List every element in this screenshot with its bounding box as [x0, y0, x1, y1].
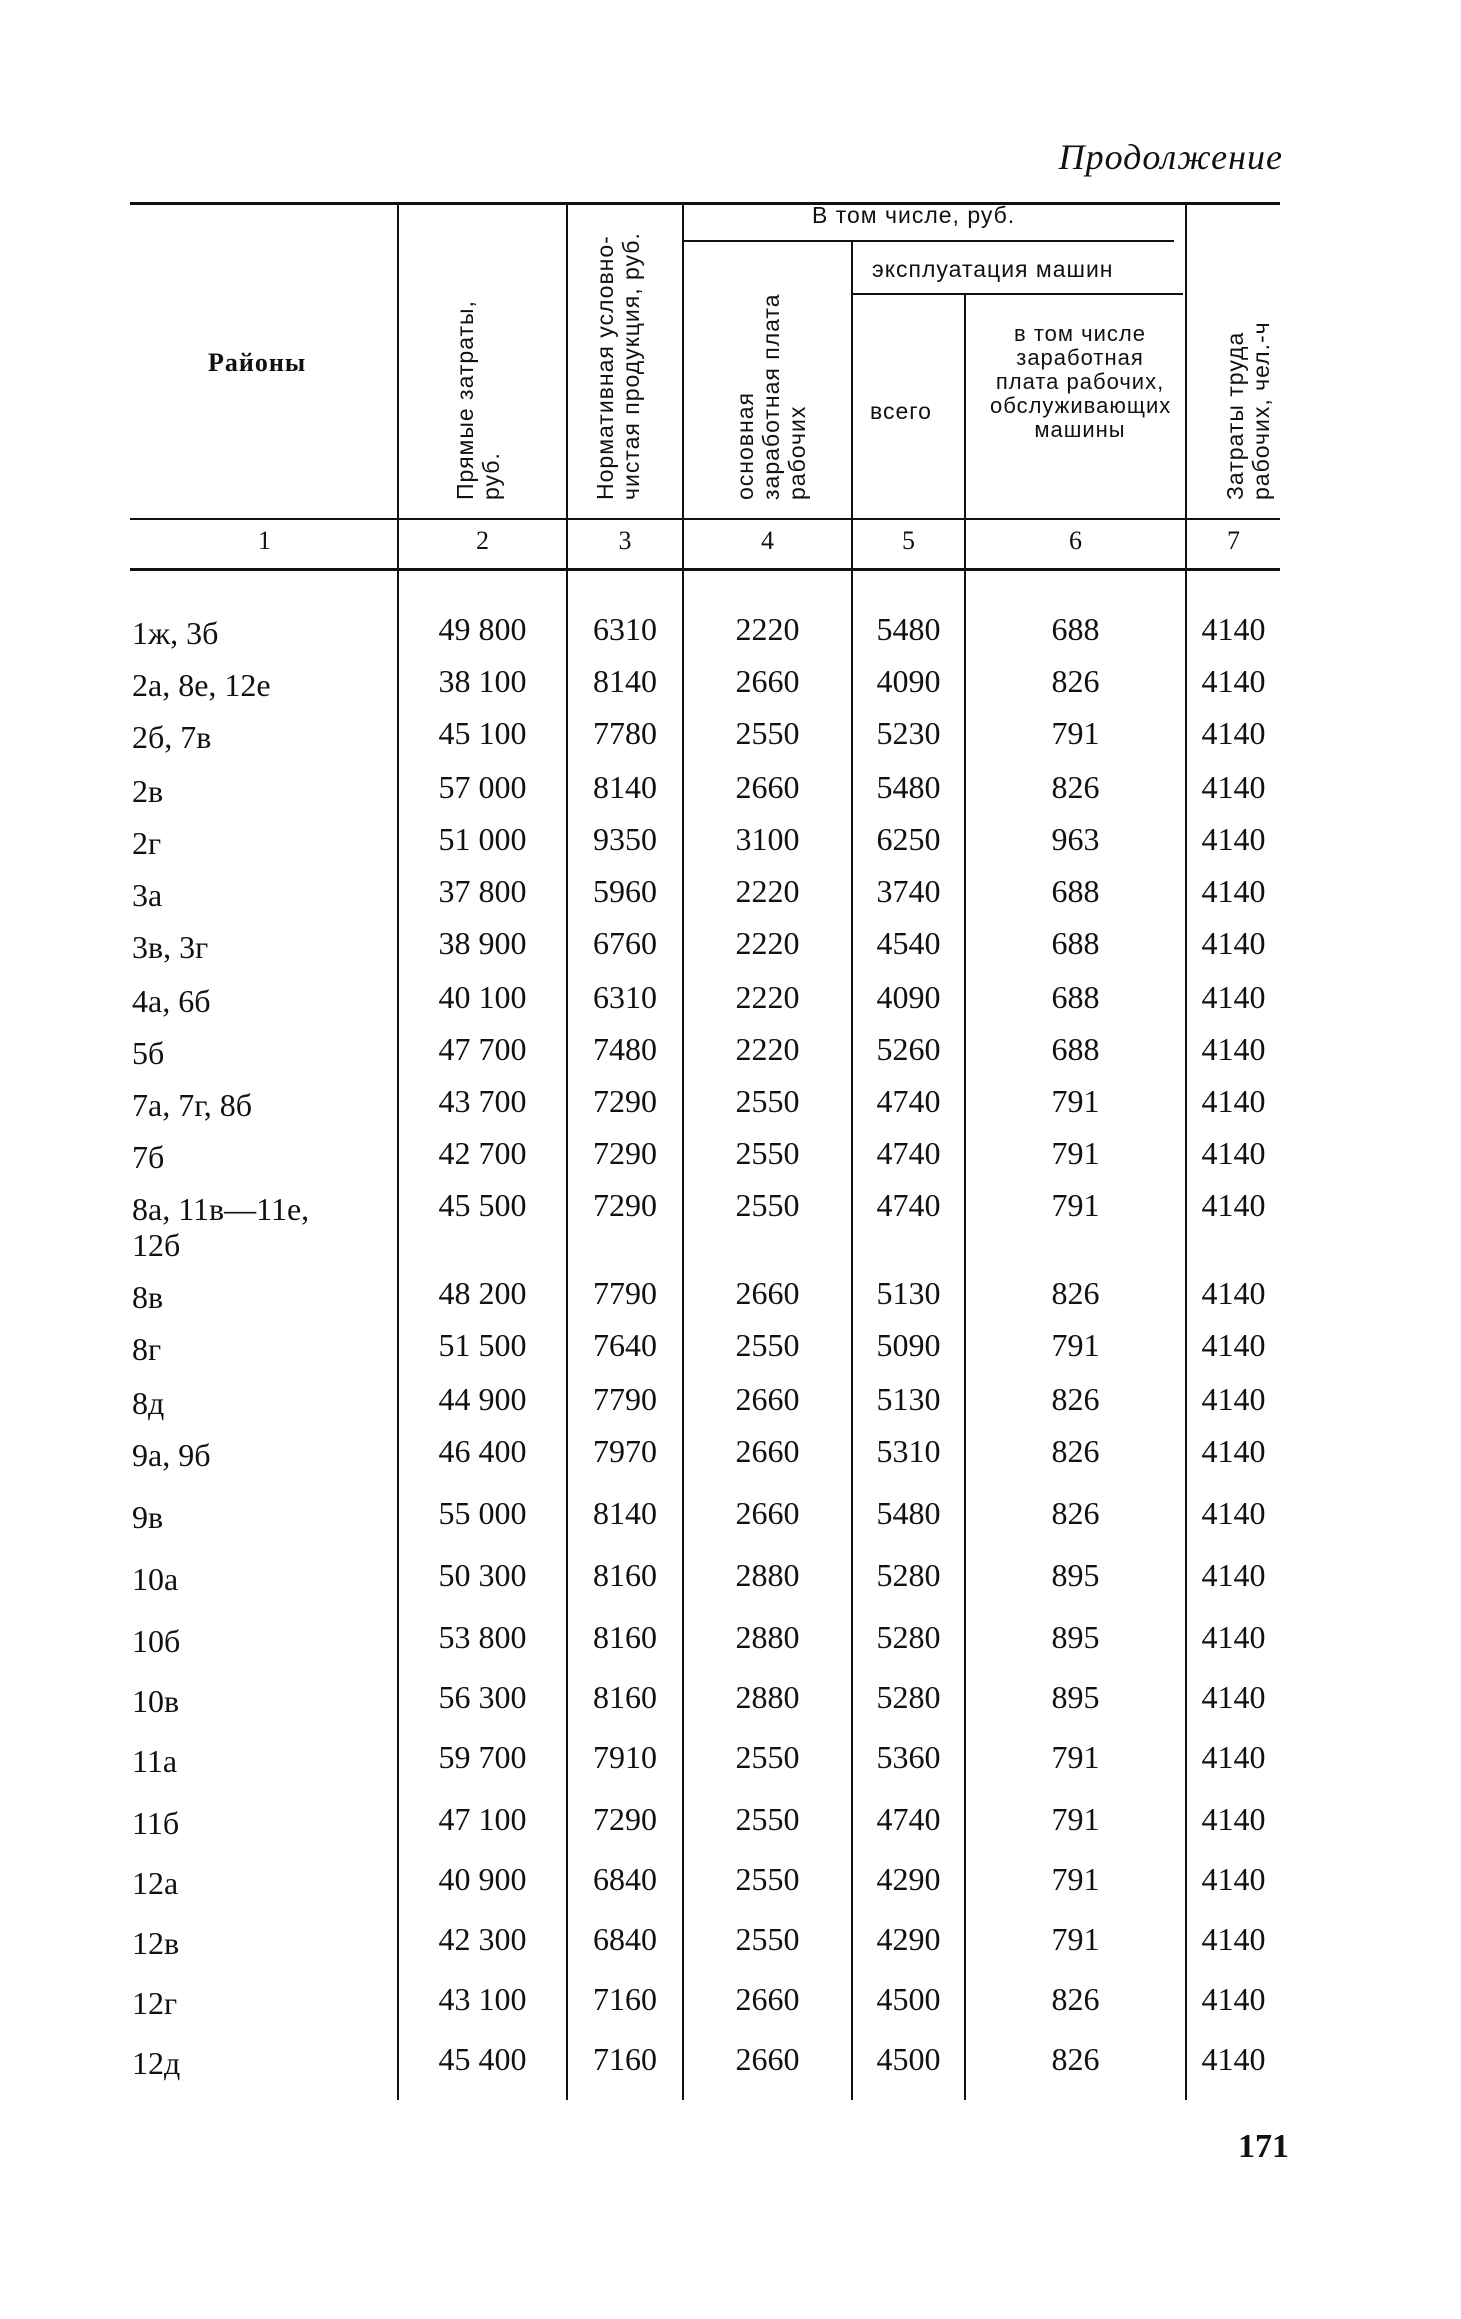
table-cell: 2550: [735, 1327, 800, 1363]
table-cell: 688: [1051, 873, 1100, 909]
table-cell: 2660: [735, 1275, 800, 1311]
table-cell: 6310: [593, 611, 657, 647]
region-name: 1ж, 3б: [132, 615, 219, 651]
table-cell: 2220: [735, 611, 800, 647]
table-cell: 791: [1051, 715, 1100, 751]
machines-group-rule: [853, 293, 1183, 295]
table-cell: 7160: [593, 2041, 657, 2077]
table-cell: 4500: [876, 1981, 941, 2017]
table-cell: 6760: [593, 925, 657, 961]
header-machines: эксплуатация машин: [872, 256, 1114, 282]
table-cell: 7160: [593, 1981, 657, 2017]
table-cell: 38 900: [438, 925, 527, 961]
table-cell: 688: [1051, 925, 1100, 961]
table-cell: 2550: [735, 1187, 800, 1223]
column-number: 3: [618, 526, 632, 555]
table-cell: 7790: [593, 1381, 657, 1417]
region-name: 9а, 9б: [132, 1437, 211, 1473]
table-cell: 57 000: [438, 769, 527, 805]
table-cell: 4140: [1201, 1381, 1266, 1417]
table-cell: 688: [1051, 1031, 1100, 1067]
table-cell: 38 100: [438, 663, 527, 699]
region-name: 3в, 3г: [132, 929, 209, 965]
table-cell: 4140: [1201, 821, 1266, 857]
continued-label: Продолжение: [1058, 137, 1283, 177]
region-name: 12г: [132, 1985, 178, 2021]
table-cell: 826: [1051, 1275, 1100, 1311]
table-cell: 826: [1051, 1495, 1100, 1531]
region-name: 8д: [132, 1385, 165, 1421]
table-cell: 40 900: [438, 1861, 527, 1897]
region-name: 10а: [132, 1561, 179, 1597]
table-cell: 4140: [1201, 1031, 1266, 1067]
table-cell: 826: [1051, 769, 1100, 805]
table-cell: 4140: [1201, 1557, 1266, 1593]
region-name: 11а: [132, 1743, 178, 1779]
table-cell: 791: [1051, 1187, 1100, 1223]
column-numbers-rule: [130, 568, 1280, 571]
table-cell: 791: [1051, 1083, 1100, 1119]
table-cell: 4140: [1201, 769, 1266, 805]
table-cell: 48 200: [438, 1275, 527, 1311]
table-cell: 4140: [1201, 1275, 1266, 1311]
table-cell: 8160: [593, 1679, 657, 1715]
table-cell: 45 500: [438, 1187, 527, 1223]
table-cell: 791: [1051, 1921, 1100, 1957]
table-cell: 4140: [1201, 873, 1266, 909]
table-cell: 3740: [876, 873, 941, 909]
region-name: 5б: [132, 1035, 165, 1071]
table-cell: 4140: [1201, 715, 1266, 751]
table-cell: 47 100: [438, 1801, 527, 1837]
table-cell: 791: [1051, 1135, 1100, 1171]
table-cell: 6840: [593, 1921, 657, 1957]
table-cell: 45 400: [438, 2041, 527, 2077]
region-name: 2а, 8е, 12е: [132, 667, 271, 703]
table-cell: 2880: [735, 1557, 800, 1593]
table-cell: 49 800: [438, 611, 527, 647]
header-machine-wages: в том числе заработная плата рабочих, обслуживающих машины: [990, 321, 1172, 442]
header-machines-total: всего: [870, 398, 932, 424]
table-cell: 6250: [876, 821, 941, 857]
table-cell: 4140: [1201, 1679, 1266, 1715]
column-number: 1: [258, 526, 271, 555]
table-cell: 7780: [593, 715, 657, 751]
table-cell: 43 100: [438, 1981, 527, 2017]
table-cell: 5480: [876, 611, 941, 647]
table-cell: 4140: [1201, 1619, 1266, 1655]
table-top-rule: [130, 202, 1280, 205]
table-cell: 8140: [593, 769, 657, 805]
table-cell: 2880: [735, 1679, 800, 1715]
table-cell: 963: [1051, 821, 1100, 857]
table-cell: 6310: [593, 979, 657, 1015]
table-cell: 4140: [1201, 663, 1266, 699]
table-cell: 3100: [735, 821, 800, 857]
table-cell: 42 700: [438, 1135, 527, 1171]
region-name: 12в: [132, 1925, 180, 1961]
table-cell: 2220: [735, 873, 800, 909]
table-cell: 2660: [735, 1495, 800, 1531]
table-cell: 4140: [1201, 2041, 1266, 2077]
table-cell: 5480: [876, 769, 941, 805]
region-name: 7б: [132, 1139, 165, 1175]
table-cell: 2220: [735, 1031, 800, 1067]
table-cell: 5130: [876, 1275, 941, 1311]
table-cell: 895: [1051, 1619, 1100, 1655]
table-cell: 4140: [1201, 1083, 1266, 1119]
table-cell: 47 700: [438, 1031, 527, 1067]
table-cell: 4740: [876, 1135, 941, 1171]
column-number: 6: [1069, 526, 1082, 555]
table-cell: 4500: [876, 2041, 941, 2077]
table-cell: 4090: [876, 663, 941, 699]
column-number: 7: [1227, 526, 1240, 555]
table-cell: 43 700: [438, 1083, 527, 1119]
header-normative-product: Нормативная условно-чистая продукция, руб.: [592, 232, 644, 500]
table-cell: 7290: [593, 1801, 657, 1837]
table-cell: 4740: [876, 1801, 941, 1837]
table-cell: 826: [1051, 663, 1100, 699]
table-cell: 4540: [876, 925, 941, 961]
table-cell: 5310: [876, 1433, 941, 1469]
including-group-rule: [684, 240, 1174, 242]
table-cell: 826: [1051, 1981, 1100, 2017]
table-cell: 5480: [876, 1495, 941, 1531]
table-cell: 42 300: [438, 1921, 527, 1957]
table-cell: 4740: [876, 1187, 941, 1223]
region-name: 12а: [132, 1865, 179, 1901]
table-cell: 51 000: [438, 821, 527, 857]
table-cell: 4290: [876, 1861, 941, 1897]
table-cell: 2550: [735, 1135, 800, 1171]
table-cell: 4140: [1201, 979, 1266, 1015]
region-name: 10б: [132, 1623, 181, 1659]
table-cell: 40 100: [438, 979, 527, 1015]
table-cell: 45 100: [438, 715, 527, 751]
table-cell: 5280: [876, 1679, 941, 1715]
table-cell: 2550: [735, 1739, 800, 1775]
region-name: 2б, 7в: [132, 719, 212, 755]
table-cell: 2660: [735, 1433, 800, 1469]
table-cell: 4090: [876, 979, 941, 1015]
table-cell: 2220: [735, 925, 800, 961]
table-cell: 5230: [876, 715, 941, 751]
table-cell: 6840: [593, 1861, 657, 1897]
table-cell: 7290: [593, 1135, 657, 1171]
table-cell: 2660: [735, 1981, 800, 2017]
table-cell: 8160: [593, 1619, 657, 1655]
table-cell: 7790: [593, 1275, 657, 1311]
table-cell: 5090: [876, 1327, 941, 1363]
region-name: 10в: [132, 1683, 180, 1719]
table-cell: 44 900: [438, 1381, 527, 1417]
table-cell: 895: [1051, 1679, 1100, 1715]
table-cell: 7910: [593, 1739, 657, 1775]
table-cell: 791: [1051, 1739, 1100, 1775]
table-cell: 2880: [735, 1619, 800, 1655]
table-cell: 5130: [876, 1381, 941, 1417]
table-cell: 4140: [1201, 1801, 1266, 1837]
table-cell: 50 300: [438, 1557, 527, 1593]
region-name: 2в: [132, 773, 164, 809]
table-cell: 2220: [735, 979, 800, 1015]
region-name: 9в: [132, 1499, 164, 1535]
header-main-wages: основная заработная плата рабочих: [732, 293, 810, 500]
table-cell: 7640: [593, 1327, 657, 1363]
column-number: 5: [902, 526, 915, 555]
table-cell: 51 500: [438, 1327, 527, 1363]
table-cell: 791: [1051, 1861, 1100, 1897]
column-number: 2: [476, 526, 489, 555]
table-cell: 2660: [735, 2041, 800, 2077]
table-cell: 2550: [735, 1861, 800, 1897]
table-cell: 4140: [1201, 611, 1266, 647]
table-cell: 7970: [593, 1433, 657, 1469]
table-cell: 4140: [1201, 1135, 1266, 1171]
table-cell: 8160: [593, 1557, 657, 1593]
table-cell: 9350: [593, 821, 657, 857]
table-cell: 826: [1051, 1381, 1100, 1417]
table-cell: 4290: [876, 1921, 941, 1957]
table-cell: 791: [1051, 1801, 1100, 1837]
header-labor-costs: Затраты труда рабочих, чел.-ч: [1222, 321, 1274, 500]
table-cell: 4140: [1201, 1495, 1266, 1531]
region-name: 8г: [132, 1331, 162, 1367]
table-cell: 4140: [1201, 1433, 1266, 1469]
page-number: 171: [1238, 2128, 1289, 2165]
table-cell: 5280: [876, 1619, 941, 1655]
table-cell: 895: [1051, 1557, 1100, 1593]
table-cell: 4140: [1201, 925, 1266, 961]
table-cell: 5360: [876, 1739, 941, 1775]
region-name: 3а: [132, 877, 163, 913]
table-cell: 7290: [593, 1083, 657, 1119]
table-cell: 8140: [593, 663, 657, 699]
header-direct-costs: Прямые затраты, руб.: [452, 300, 504, 500]
region-name: 8в: [132, 1279, 164, 1315]
region-name: 4а, 6б: [132, 983, 211, 1019]
table-cell: 4740: [876, 1083, 941, 1119]
region-name: 8а, 11в—11е,: [132, 1191, 310, 1227]
region-name: 7а, 7г, 8б: [132, 1087, 252, 1123]
table-cell: 688: [1051, 611, 1100, 647]
region-name: 12д: [132, 2045, 181, 2081]
table-cell: 2660: [735, 1381, 800, 1417]
table-cell: 7290: [593, 1187, 657, 1223]
table-cell: 2660: [735, 663, 800, 699]
table-cell: 791: [1051, 1327, 1100, 1363]
column-number: 4: [761, 526, 774, 555]
table-cell: 56 300: [438, 1679, 527, 1715]
table-cell: 59 700: [438, 1739, 527, 1775]
table-cell: 688: [1051, 979, 1100, 1015]
table-cell: 826: [1051, 1433, 1100, 1469]
header-regions: Районы: [208, 348, 307, 377]
region-name: 2г: [132, 825, 162, 861]
table-cell: 4140: [1201, 1921, 1266, 1957]
table-cell: 53 800: [438, 1619, 527, 1655]
header-bottom-rule: [130, 518, 1280, 520]
header-including: В том числе, руб.: [812, 202, 1016, 228]
table-cell: 55 000: [438, 1495, 527, 1531]
table-cell: 826: [1051, 2041, 1100, 2077]
table-cell: 2550: [735, 1921, 800, 1957]
table-cell: 2550: [735, 715, 800, 751]
table-cell: 2550: [735, 1801, 800, 1837]
table-cell: 37 800: [438, 873, 527, 909]
table-cell: 5960: [593, 873, 657, 909]
table-cell: 4140: [1201, 1739, 1266, 1775]
region-name-continued: 12б: [132, 1227, 181, 1263]
table-cell: 8140: [593, 1495, 657, 1531]
table-cell: 5260: [876, 1031, 941, 1067]
table-cell: 4140: [1201, 1187, 1266, 1223]
table-cell: 2550: [735, 1083, 800, 1119]
table-cell: 2660: [735, 769, 800, 805]
region-name: 11б: [132, 1805, 180, 1841]
table-cell: 5280: [876, 1557, 941, 1593]
table-cell: 7480: [593, 1031, 657, 1067]
table-cell: 4140: [1201, 1981, 1266, 2017]
table-cell: 4140: [1201, 1861, 1266, 1897]
table-cell: 46 400: [438, 1433, 527, 1469]
table-cell: 4140: [1201, 1327, 1266, 1363]
